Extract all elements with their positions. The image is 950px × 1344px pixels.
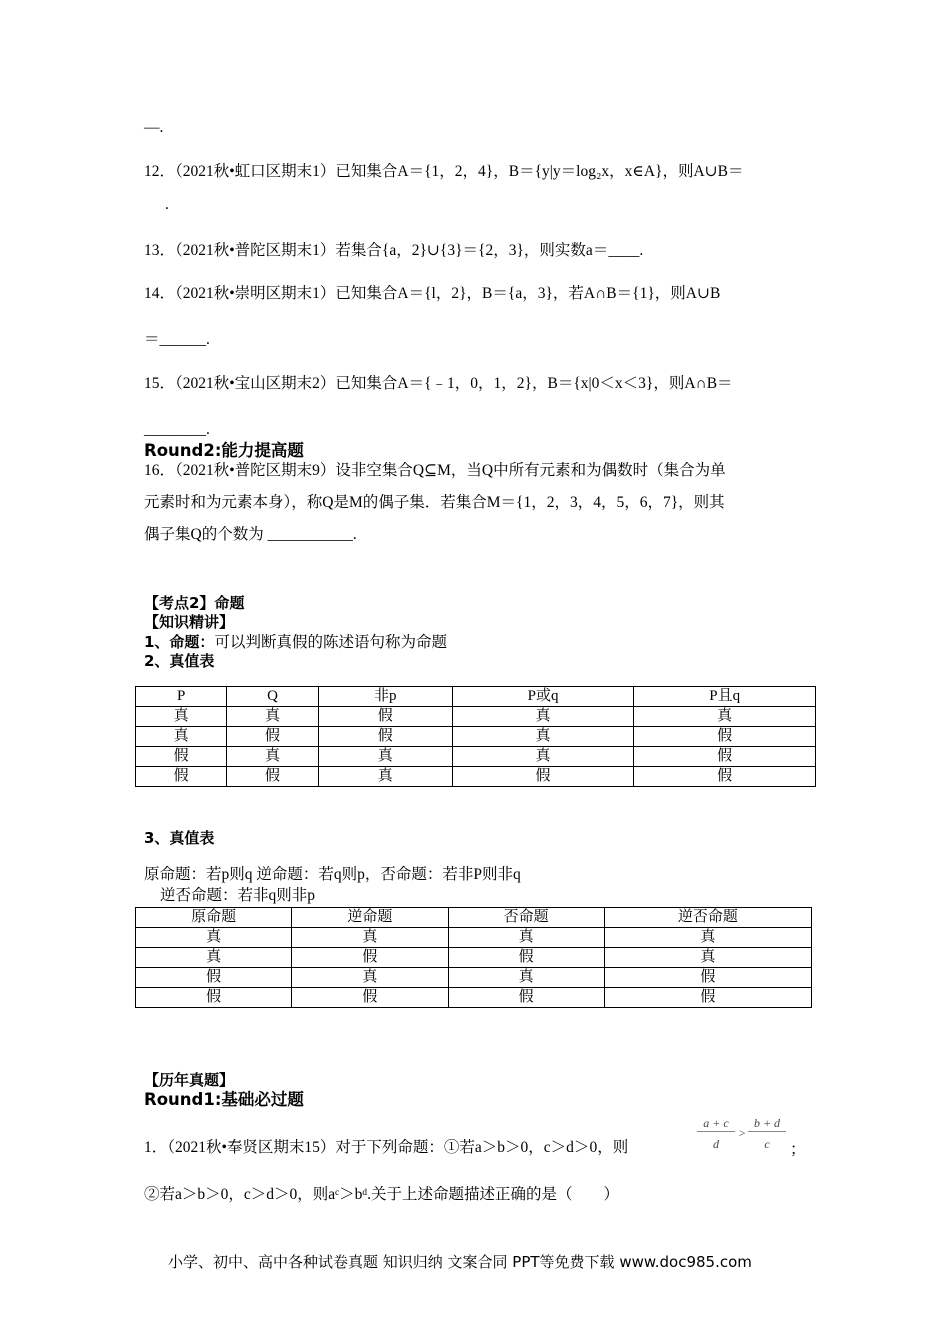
question-15-blank: ________.	[144, 421, 210, 438]
truth-table-2	[135, 907, 812, 1008]
table-cell: P	[136, 687, 227, 707]
table-cell: 非p	[318, 687, 452, 707]
table-cell: 假	[318, 727, 452, 747]
table-cell: 原命题	[136, 908, 292, 928]
table-cell: 真	[318, 767, 452, 787]
question-12: 12．（2021秋•虹口区期末1）已知集合A＝{1，2，4}，B＝{y|y＝log₂x，x∈A}，则A∪B＝	[144, 163, 744, 180]
table-cell: 真	[136, 928, 292, 948]
question-15: 15．（2021秋•宝山区期末2）已知集合A＝{﹣1，0，1，2}，B＝{x|0＜x＜3}，则A∩B＝	[144, 375, 733, 392]
past-exams-heading: 【历年真题】	[144, 1071, 235, 1089]
table-cell: P且q	[634, 687, 816, 707]
question-14: 14．（2021秋•崇明区期末1）已知集合A＝{l，2}，B＝{a，3}，若A∩B＝{1}，则A∪B	[144, 285, 721, 302]
table-cell: P或q	[452, 687, 634, 707]
table-cell: 真	[136, 948, 292, 968]
table-cell: 真	[634, 707, 816, 727]
definition-line	[144, 632, 447, 653]
question-1-line1: 1．（2021秋•奉贤区期末15）对于下列命题：①若a＞b＞0，c＞d＞0，则	[144, 1139, 629, 1156]
fraction-numerator-1: a + c	[697, 1116, 735, 1132]
text-line: —.	[144, 119, 164, 136]
question-12-blank: .	[165, 196, 169, 213]
table-cell: 假	[634, 747, 816, 767]
table-cell: 假	[292, 988, 448, 1008]
table-cell: 真	[227, 747, 318, 767]
table-row	[136, 767, 816, 787]
semicolon: ；	[790, 1141, 806, 1158]
fraction-numerator-2: b + d	[748, 1116, 786, 1132]
section-heading: 【考点2】命题	[144, 594, 245, 612]
table-cell: 假	[318, 707, 452, 727]
proposition-forms-line2: 逆否命题：若非q则非p	[160, 887, 316, 904]
proposition-forms-line1: 原命题：若p则q 逆命题：若q则p，否命题：若非P则非q	[144, 866, 521, 883]
table-row	[136, 928, 812, 948]
table-cell: 假	[448, 948, 604, 968]
table-row	[136, 948, 812, 968]
question-1-line2: ②若a＞b＞0，c＞d＞0，则aᶜ＞bᵈ.关于上述命题描述正确的是（ ）	[144, 1186, 620, 1203]
subsection-heading: 【知识精讲】	[144, 613, 235, 631]
table-cell: 假	[452, 767, 634, 787]
definition-body: 可以判断真假的陈述语句称为命题	[214, 634, 447, 651]
table-cell: 真	[136, 707, 227, 727]
table-cell: 逆否命题	[604, 908, 811, 928]
truth-table-heading-2: 3、真值表	[144, 829, 215, 847]
table-row	[136, 747, 816, 767]
definition-term: 1、命题：	[144, 633, 215, 651]
table-cell: 真	[292, 928, 448, 948]
round1-heading: Round1:基础必过题	[144, 1090, 304, 1109]
truth-table-heading: 2、真值表	[144, 652, 215, 670]
truth-table-1	[135, 686, 816, 787]
question-16-line1: 16．（2021秋•普陀区期末9）设非空集合Q⊆M，当Q中所有元素和为偶数时（集合为单	[144, 462, 726, 479]
table-cell: 假	[136, 988, 292, 1008]
table-cell: 真	[604, 928, 811, 948]
table-cell: 真	[136, 727, 227, 747]
table-cell: 假	[604, 968, 811, 988]
table-cell: 假	[634, 727, 816, 747]
table-cell: 假	[227, 767, 318, 787]
table-cell: 真	[452, 727, 634, 747]
table-cell: 真	[452, 707, 634, 727]
table-cell: 真	[318, 747, 452, 767]
footer-banner: 小学、初中、高中各种试卷真题 知识归纳 文案合同 PPT等免费下载 www.doc985.com	[168, 1253, 752, 1271]
table-cell: 假	[136, 747, 227, 767]
table-row	[136, 968, 812, 988]
table-cell: 真	[452, 747, 634, 767]
table-cell: Q	[227, 687, 318, 707]
table-cell: 假	[604, 988, 811, 1008]
table-cell: 假	[136, 767, 227, 787]
table-cell: 否命题	[448, 908, 604, 928]
table-row	[136, 727, 816, 747]
question-16-line3: 偶子集Q的个数为 ___________.	[144, 526, 357, 543]
table-cell: 真	[448, 928, 604, 948]
table-header-row	[136, 687, 816, 707]
question-14-blank: ＝______.	[144, 331, 210, 348]
table-cell: 假	[136, 968, 292, 988]
table-header-row	[136, 908, 812, 928]
greater-than: >	[737, 1126, 747, 1140]
question-16-line2: 元素时和为元素本身），称Q是M的偶子集．若集合M＝{1，2，3，4，5，6，7}，则其	[144, 494, 725, 511]
table-cell: 真	[604, 948, 811, 968]
fraction-denominator-1: d	[713, 1137, 719, 1151]
round2-heading: Round2:能力提高题	[144, 441, 304, 460]
table-cell: 假	[448, 988, 604, 1008]
table-cell: 真	[292, 968, 448, 988]
table-cell: 假	[292, 948, 448, 968]
table-cell: 假	[634, 767, 816, 787]
table-cell: 假	[227, 727, 318, 747]
table-cell: 真	[227, 707, 318, 727]
table-row	[136, 988, 812, 1008]
question-13: 13．（2021秋•普陀区期末1）若集合{a，2}∪{3}＝{2，3}，则实数a＝____.	[144, 242, 644, 259]
table-row	[136, 707, 816, 727]
table-cell: 逆命题	[292, 908, 448, 928]
table-cell: 真	[448, 968, 604, 988]
fraction-denominator-2: c	[764, 1137, 770, 1151]
